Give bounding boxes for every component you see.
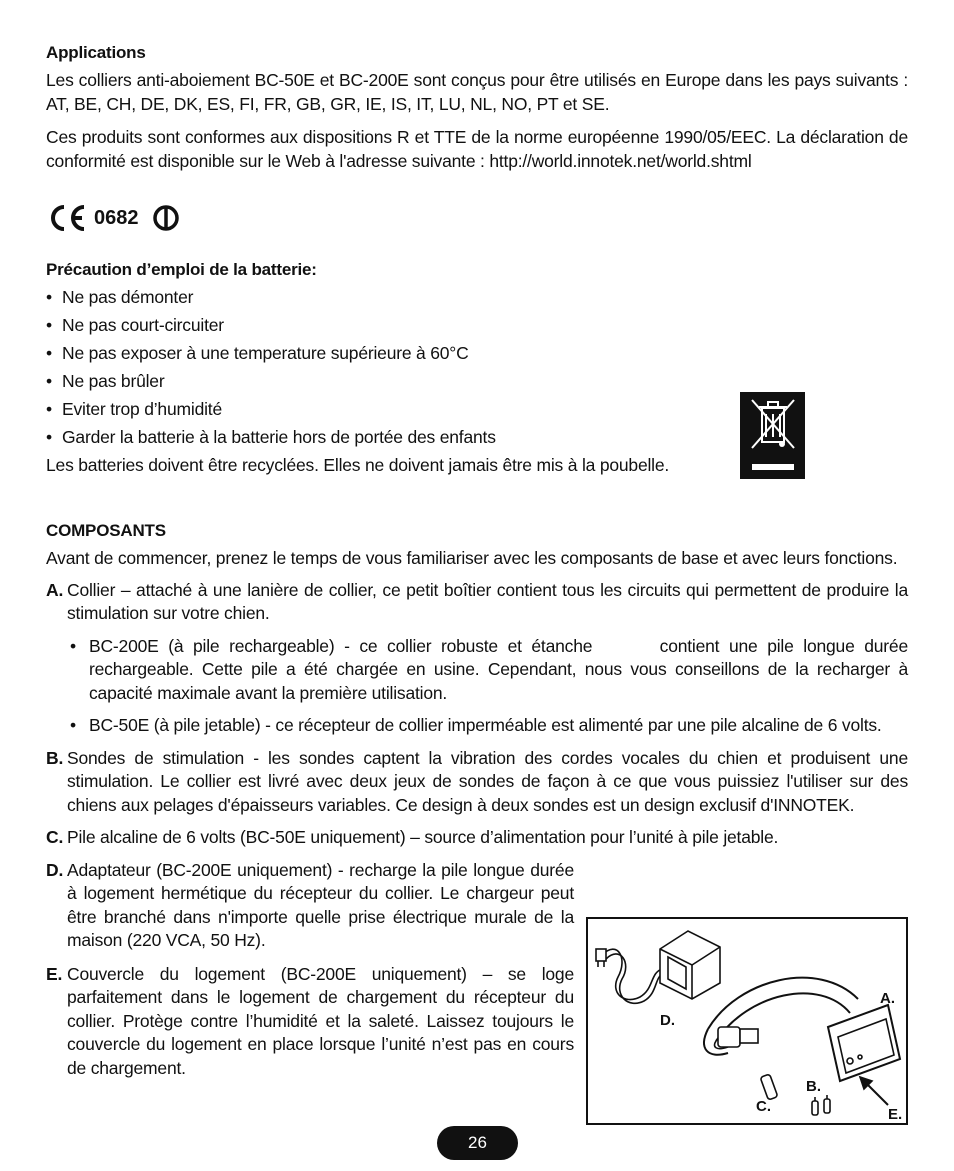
bullet: •: [70, 715, 76, 735]
component-a-sub-2: [46, 714, 908, 738]
components-heading: COMPOSANTS: [46, 521, 166, 540]
components-intro: Avant de commencer, prenez le temps de vous familiariser avec les composants de base et avec leurs fonctions.: [46, 548, 898, 568]
components-illustration: [586, 917, 908, 1125]
battery-list: [46, 286, 736, 454]
battery-section: [46, 259, 736, 478]
list-item: • Ne pas exposer à une temperature supérieure à 60°C: [46, 342, 736, 370]
figure-label-c: C.: [756, 1098, 771, 1115]
component-e-text: Couvercle du logement (BC-200E uniquement) – se loge parfaitement dans le logement de chargement du récepteur du collier. Protège contre l’humidité et la saleté. Laissez toujours le couvercle du logement en place lorsque l’unité n’est pas en cours de chargement.: [67, 963, 574, 1078]
component-a-sub-1: [46, 635, 913, 706]
notified-body-number: 0682: [94, 207, 139, 229]
component-e: [46, 963, 574, 1081]
figure-label-b: B.: [806, 1078, 821, 1095]
figure-label-e: E.: [888, 1106, 903, 1123]
component-d-text: Adaptateur (BC-200E uniquement) - recharge la pile longue durée à logement hermétique du récepteur du collier. Le chargeur peut être branché dans n'importe quelle prise électrique murale de la maison (220 VCA, 50 Hz).: [67, 859, 574, 950]
component-letter: C.: [46, 827, 64, 847]
component-c-text: Pile alcaline de 6 volts (BC-50E uniquement) – source d’alimentation pour l’unité à pile jetable.: [67, 827, 779, 847]
applications-heading: Applications: [46, 43, 146, 62]
component-c: [46, 826, 908, 850]
figure-label-d: D.: [660, 1012, 675, 1029]
list-item: • Eviter trop d’humidité: [46, 398, 736, 426]
battery-heading: Précaution d’emploi de la batterie:: [46, 260, 317, 279]
list-item: • Garder la batterie à la batterie hors de portée des enfants: [46, 426, 736, 454]
component-letter: D.: [46, 859, 64, 880]
component-letter: E.: [46, 963, 63, 984]
component-a-sub-1-text: BC-200E (à pile rechargeable) - ce collier robuste et étanche contient une pile longue durée rechargeable. Cette pile a été chargée en usine. Cependant, nous vous conseillons de la recharger à capacité maximale avant la première utilisation.: [89, 635, 913, 703]
list-item: • Ne pas démonter: [46, 286, 736, 314]
page-number: 26: [437, 1126, 518, 1160]
component-letter: A.: [46, 579, 64, 600]
component-a-text: Collier – attaché à une lanière de collier, ce petit boîtier contient tous les circuits qui permettent de produire la stimulation sur votre chien.: [67, 579, 908, 623]
component-a-sub-2-text: BC-50E (à pile jetable) - ce récepteur de collier imperméable est alimenté par une pile alcaline de 6 volts.: [89, 715, 882, 735]
applications-section: [46, 42, 908, 173]
list-item: • Ne pas brûler: [46, 370, 736, 398]
conformity-marks: [46, 200, 186, 236]
collar-kit-drawing: [588, 919, 906, 1123]
component-d: [46, 859, 574, 953]
component-b-text: Sondes de stimulation - les sondes captent la vibration des cordes vocales du chien et produisent une stimulation. Le collier est livré avec deux jeux de sondes de façon à ce que vous puissiez l'utiliser sur des chiens aux pelages d'épaisseurs variables. Ce design à deux sondes est un design exclusif d'INNOTEK.: [67, 747, 908, 815]
component-b: [46, 747, 908, 818]
figure-label-a: A.: [880, 990, 895, 1007]
applications-paragraph-2: Ces produits sont conformes aux dispositions R et TTE de la norme européenne 1990/05/EEC. La déclaration de conformité est disponible sur le Web à l'adresse suivante : http://world.innotek.net/world.shtml: [46, 127, 908, 171]
applications-paragraph-1: Les colliers anti-aboiement BC-50E et BC-200E sont conçus pour être utilisés en Europe dans les pays suivants : AT, BE, CH, DE, DK, ES, FI, FR, GB, GR, IE, IS, IT, LU, NL, NO, PT et SE.: [46, 70, 908, 114]
battery-recycle-note: Les batteries doivent être recyclées. Elles ne doivent jamais être mis à la poubelle.: [46, 455, 670, 475]
list-item: • Ne pas court-circuiter: [46, 314, 736, 342]
component-letter: B.: [46, 747, 64, 768]
weee-crossed-bin-icon: [740, 392, 805, 479]
component-a: [46, 579, 908, 626]
bullet: •: [70, 635, 76, 656]
